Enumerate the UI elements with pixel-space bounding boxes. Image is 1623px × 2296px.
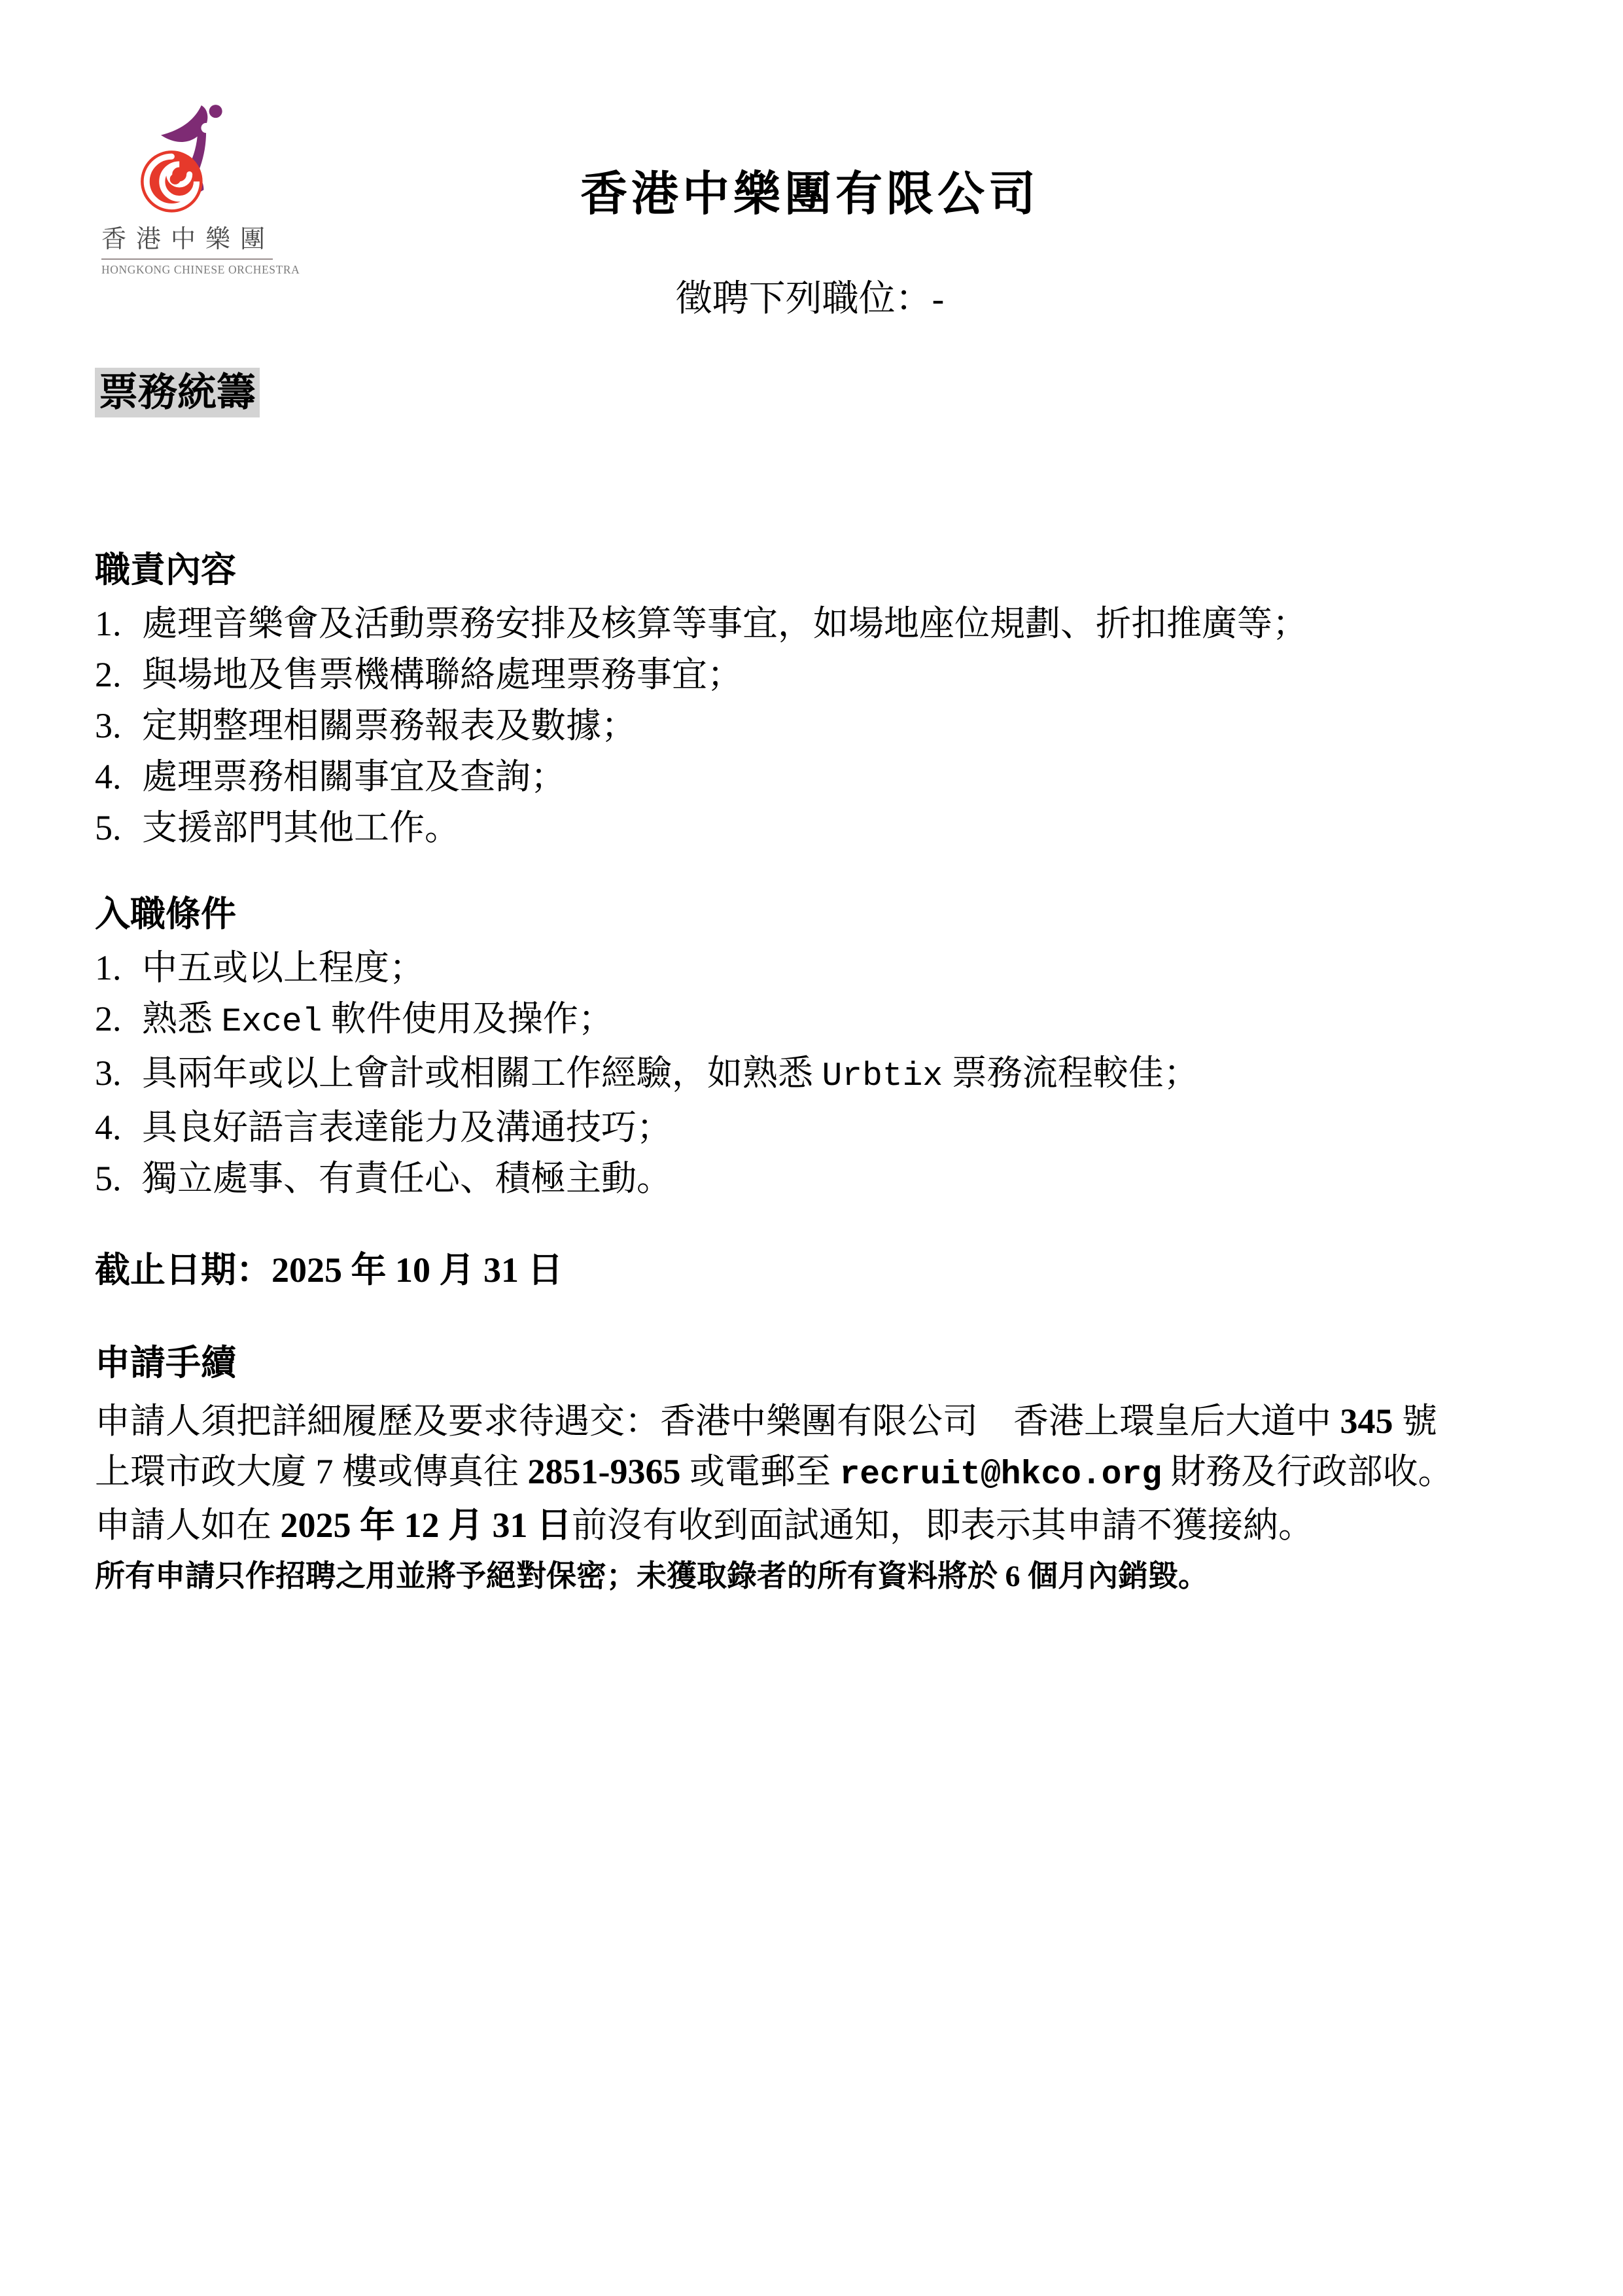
list-number: 2. — [95, 655, 122, 694]
requirement-item — [95, 942, 1525, 993]
text-segment: 處理音樂會及活動票務安排及核算等事宜，如場地座位規劃、折扣推廣等； — [142, 604, 1308, 643]
text-segment: 上環市政大廈 7 樓或傳真往 — [95, 1452, 528, 1491]
list-text — [142, 598, 1525, 649]
logo-white-dot — [201, 123, 211, 133]
job-title-highlight: 票務統籌 — [95, 368, 260, 417]
privacy-note: 所有申請只作招聘之用並將予絕對保密；未獲取錄者的所有資料將於 6 個月內銷毀。 — [95, 1559, 1208, 1593]
text-segment: 與場地及售票機構聯絡處理票務事宜； — [142, 655, 742, 694]
duties-heading: 職責內容 — [95, 550, 236, 590]
duty-item — [95, 751, 1525, 802]
list-number: 3. — [95, 706, 122, 745]
text-segment: 票務流程較佳； — [943, 1053, 1199, 1093]
logo-chinese-name: 香港中樂團 — [101, 219, 273, 260]
list-number: 4. — [95, 1108, 122, 1147]
duty-item — [95, 802, 1525, 853]
list-number: 1. — [95, 948, 122, 987]
text-segment: 定期整理相關票務報表及數據； — [142, 706, 637, 745]
application-line — [95, 1396, 1525, 1447]
text-segment: 獨立處事、有責任心、積極主動。 — [142, 1159, 672, 1198]
application-heading: 申請手續 — [95, 1343, 236, 1383]
requirements-heading: 入職條件 — [95, 894, 236, 934]
application-line — [95, 1447, 1525, 1500]
list-text — [142, 942, 1525, 993]
list-text — [142, 700, 1525, 751]
recruit-subtitle: 徵聘下列職位：- — [675, 279, 945, 319]
list-number: 5. — [95, 1159, 122, 1198]
list-text — [142, 1048, 1525, 1102]
text-segment: 財務及行政部收。 — [1162, 1452, 1454, 1491]
text-segment: 熟悉 — [142, 999, 222, 1038]
text-segment: Urbtix — [822, 1057, 943, 1095]
list-text — [142, 1153, 1525, 1204]
list-text — [142, 802, 1525, 853]
application-line — [95, 1500, 1525, 1551]
list-number: 3. — [95, 1053, 122, 1093]
requirement-item — [95, 1102, 1525, 1153]
requirement-item — [95, 1153, 1525, 1204]
requirement-item — [95, 993, 1525, 1048]
list-text — [142, 1102, 1525, 1153]
text-segment: 軟件使用及操作； — [322, 999, 614, 1038]
duty-item — [95, 700, 1525, 751]
list-number: 2. — [95, 999, 122, 1038]
text-segment: 2025 年 12 月 31 日 — [280, 1506, 572, 1545]
text-segment: 號 — [1393, 1402, 1437, 1441]
requirements-list — [95, 942, 1525, 1204]
duty-item — [95, 598, 1525, 649]
text-segment: 中五或以上程度； — [142, 948, 425, 987]
text-segment: Excel — [221, 1003, 323, 1041]
list-number: 5. — [95, 808, 122, 847]
duty-item — [95, 649, 1525, 700]
text-segment: 2851-9365 — [527, 1452, 681, 1491]
company-title: 香港中樂團有限公司 — [580, 168, 1039, 221]
text-segment: 或電郵至 — [680, 1452, 840, 1491]
logo-english-name: HONGKONG CHINESE ORCHESTRA — [101, 263, 300, 276]
list-number: 4. — [95, 757, 122, 796]
list-text — [142, 993, 1525, 1048]
text-segment: 具良好語言表達能力及溝通技巧； — [142, 1108, 672, 1147]
job-title-row — [95, 368, 1525, 419]
deadline-text: 截止日期：2025 年 10 月 31 日 — [95, 1250, 563, 1290]
text-segment: 支援部門其他工作。 — [142, 808, 460, 847]
text-segment: 申請人須把詳細履歷及要求待遇交：香港中樂團有限公司 香港上環皇后大道中 — [95, 1402, 1340, 1441]
text-segment: 申請人如在 — [95, 1506, 281, 1545]
document-header — [95, 0, 1525, 368]
requirement-item — [95, 1048, 1525, 1102]
text-segment: 345 — [1340, 1402, 1393, 1441]
list-number: 1. — [95, 604, 122, 643]
text-segment: 具兩年或以上會計或相關工作經驗，如熟悉 — [142, 1053, 822, 1093]
duties-list — [95, 598, 1525, 853]
text-segment: 前沒有收到面試通知，即表示其申請不獲接納。 — [572, 1506, 1314, 1545]
text-segment: recruit@hkco.org — [839, 1456, 1162, 1494]
text-segment: 處理票務相關事宜及查詢； — [142, 757, 566, 796]
list-text — [142, 649, 1525, 700]
application-paragraph — [95, 1396, 1525, 1551]
list-text — [142, 751, 1525, 802]
